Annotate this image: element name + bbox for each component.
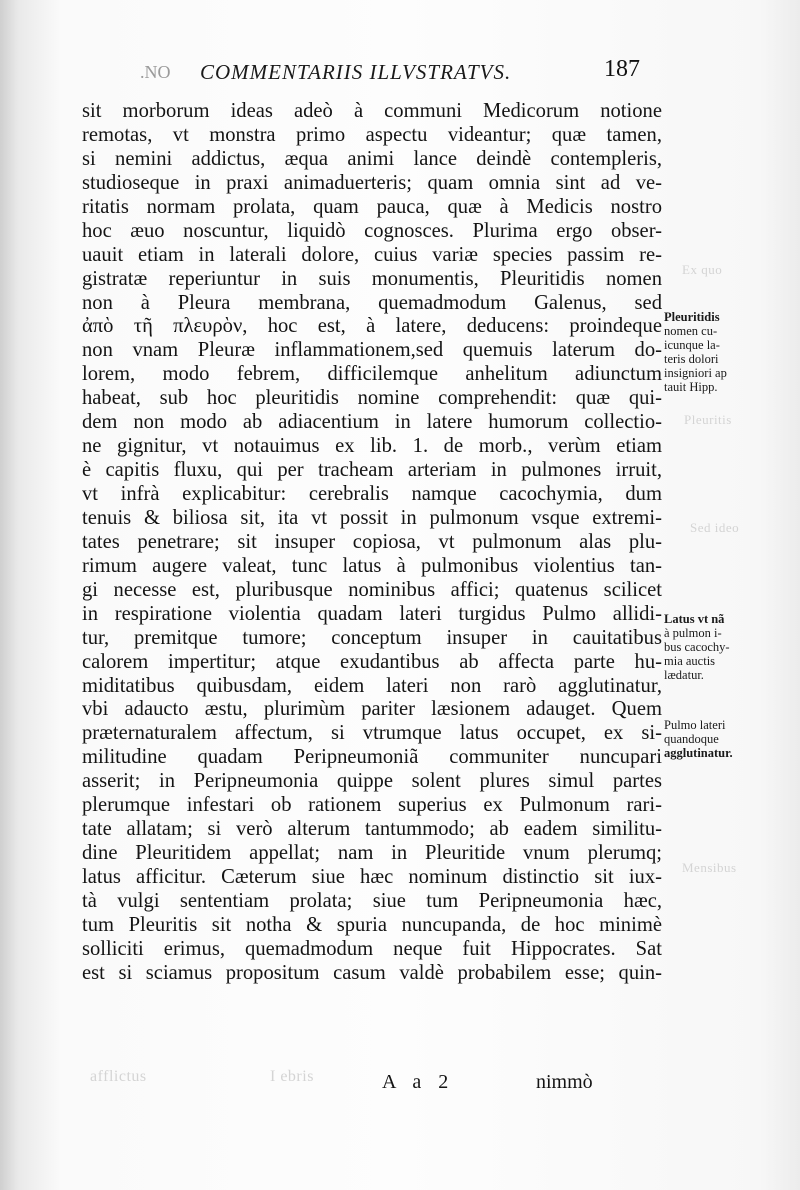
text-line: remotas, vt monstra primo aspectu videantur; quæ tamen, bbox=[82, 123, 662, 146]
text-line: plerumque infestari ob rationem superius ex Pulmonum rari- bbox=[82, 794, 662, 817]
text-line: vbi adaucto æstu, plurimùm pariter læsionem adauget. Quem bbox=[82, 698, 662, 721]
text-line: tenuis & biliosa sit, ita vt possit in pulmonum vsque extremi- bbox=[82, 506, 662, 529]
marginal-note-line: bus cacochy- bbox=[664, 640, 730, 654]
text-line: miditatibus quibusdam, eidem lateri non rarò agglutinatur, bbox=[82, 674, 662, 697]
text-line: solliciti erimus, quemadmodum neque fuit Hippocrates. Sat bbox=[82, 937, 662, 960]
text-line: militudine quadam Peripneumoniã communiter nuncupari bbox=[82, 746, 662, 769]
text-line: in respiratione violentia quadam lateri turgidus Pulmo allidi- bbox=[82, 602, 662, 625]
text-line: præternaturalem affectum, si vtrumque latus occupet, ex si- bbox=[82, 722, 662, 745]
text-line: calorem impertitur; atque exudantibus ab affecta parte hu- bbox=[82, 650, 662, 673]
running-title: COMMENTARIIS ILLVSTRATVS. bbox=[200, 60, 512, 84]
text-line: sit morborum ideas adeò à communi Medicorum notione bbox=[82, 100, 662, 122]
marginal-note-line: icunque la- bbox=[664, 338, 720, 352]
marginal-note-line: à pulmon i- bbox=[664, 626, 722, 640]
main-text-block bbox=[82, 100, 662, 986]
marginal-note-line: teris dolori bbox=[664, 352, 719, 366]
page-number: 187 bbox=[604, 56, 640, 82]
text-line: dem non modo ab adiacentium in latere humorum collectio- bbox=[82, 411, 662, 434]
marginal-note-line: quandoque bbox=[664, 732, 719, 746]
marginal-note-line: insigniori ap bbox=[664, 366, 727, 380]
text-line: tà vulgi sententiam prolata; siue tum Peripneumonia hæc, bbox=[82, 889, 662, 912]
marginal-note-line: nomen cu- bbox=[664, 324, 718, 338]
marginal-note-line: Latus vt nã bbox=[664, 612, 725, 626]
bleed-through-header: .NO bbox=[140, 62, 171, 82]
text-line: ne gignitur, vt notauimus ex lib. 1. de morb., verùm etiam bbox=[82, 435, 662, 458]
marginal-note-line: Pulmo lateri bbox=[664, 718, 726, 732]
marginal-note-line: mia auctis bbox=[664, 654, 716, 668]
text-line: rimum augere valeat, tunc latus à pulmonibus violentius tan- bbox=[82, 554, 662, 577]
text-line: habeat, sub hoc pleuritidis nomine comprehendit: quæ qui- bbox=[82, 387, 662, 410]
bleed-through-text: Pleuritis bbox=[684, 412, 732, 427]
bleed-through-text: I ebris bbox=[270, 1068, 314, 1085]
text-line: studioseque in praxi animaduerteris; quam omnia sint ad ve- bbox=[82, 171, 662, 194]
text-line: est si sciamus propositum casum valdè probabilem esse; quin- bbox=[82, 961, 662, 984]
text-line: non vnam Pleuræ inflammationem,sed quemuis laterum do- bbox=[82, 339, 662, 362]
marginal-note-line: tauit Hipp. bbox=[664, 380, 718, 394]
text-line: si nemini addictus, æqua animi lance deindè contempleris, bbox=[82, 147, 662, 170]
text-line: asserit; in Peripneumonia quippe solent plures simul partes bbox=[82, 770, 662, 793]
catchword: nimmò bbox=[536, 1071, 593, 1093]
bleed-through-text: Mensibus bbox=[682, 860, 737, 875]
bleed-through-text: Ex quo bbox=[682, 262, 723, 277]
text-line: hoc æuo noscuntur, liquidò cognosces. Plurima ergo obser- bbox=[82, 219, 662, 242]
text-line: ἀπὸ τῆ πλευρὸν, hoc est, à latere, deducens: proindeque bbox=[82, 315, 662, 338]
marginal-note-line: lædatur. bbox=[664, 668, 704, 682]
marginal-note-latus bbox=[664, 612, 764, 682]
text-line: non à Pleura membrana, quemadmodum Galenus, sed bbox=[82, 291, 662, 314]
text-line: tates penetrare; sit insuper copiosa, vt pulmonum alas plu- bbox=[82, 530, 662, 553]
bleed-through-text: afflictus bbox=[90, 1068, 147, 1085]
text-line: gi necesse est, pluribusque nominibus affici; quatenus scilicet bbox=[82, 578, 662, 601]
text-line: lorem, modo febrem, difficilemque anhelitum adiunctum bbox=[82, 363, 662, 386]
text-line: gistratæ reperiuntur in suis monumentis, Pleuritidis nomen bbox=[82, 267, 662, 290]
signature-mark: A a 2 bbox=[382, 1071, 455, 1093]
marginal-note-pulmo bbox=[664, 718, 764, 760]
marginal-note-line: Pleuritidis bbox=[664, 310, 720, 324]
text-line: ritatis normam prolata, quam pauca, quæ à Medicis nostro bbox=[82, 195, 662, 218]
text-line: latus afficitur. Cæterum siue hæc nominum distinctio sit iux- bbox=[82, 866, 662, 888]
text-line: tate allatam; si verò alterum tantummodo; ab eadem similitu- bbox=[82, 818, 662, 841]
marginal-note-pleuritidis bbox=[664, 310, 764, 394]
text-line: è capitis fluxu, qui per tracheam arteriam in pulmones irruit, bbox=[82, 459, 662, 482]
text-line: uauit etiam in laterali dolore, cuius variæ species passim re- bbox=[82, 243, 662, 266]
text-line: dine Pleuritidem appellat; nam in Pleuritide vnum plerumq; bbox=[82, 842, 662, 865]
marginal-note-line: agglutinatur. bbox=[664, 746, 733, 760]
text-line: tum Pleuritis sit notha & spuria nuncupanda, de hoc minimè bbox=[82, 913, 662, 936]
bleed-through-text: Sed ideo bbox=[690, 520, 740, 535]
text-line: vt infrà explicabitur: cerebralis namque cacochymia, dum bbox=[82, 483, 662, 505]
text-line: tur, premitque tumore; conceptum insuper in cauitatibus bbox=[82, 626, 662, 649]
